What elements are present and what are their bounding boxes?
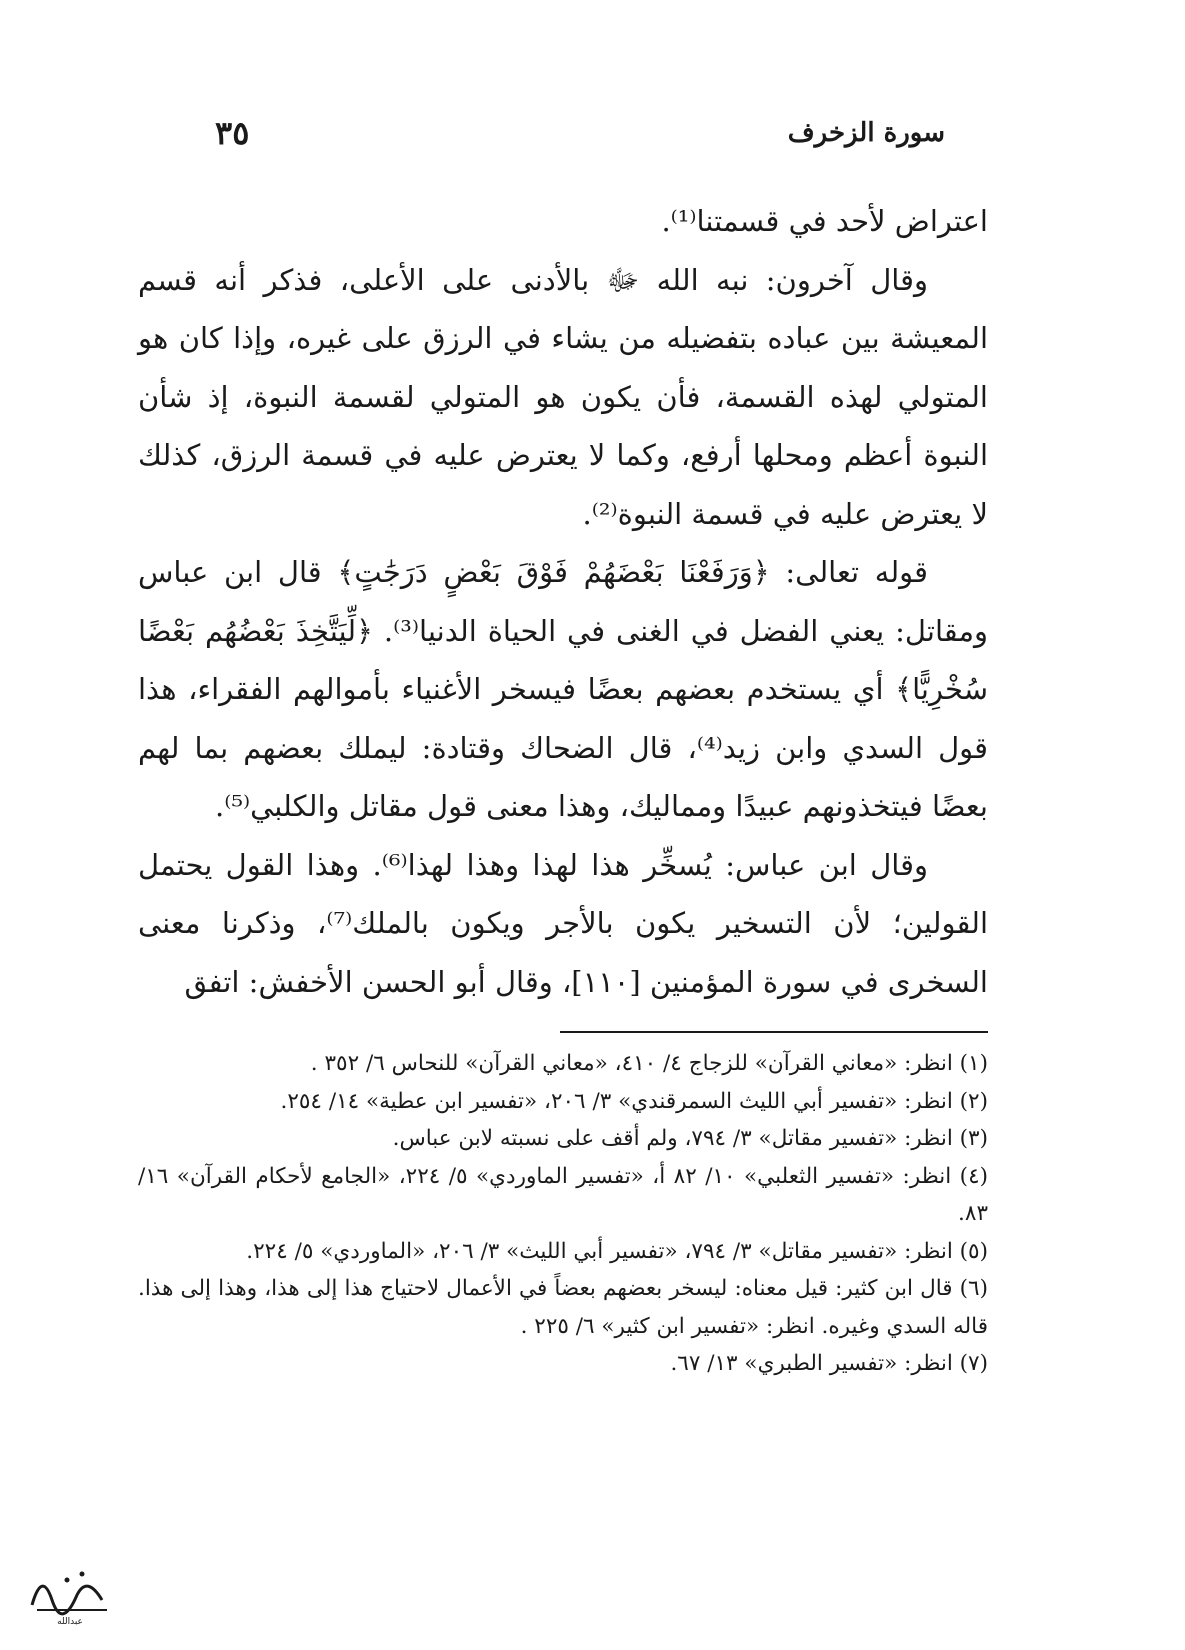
paragraph-3: قوله تعالى: ﴿وَرَفَعْنَا بَعْضَهُمْ فَوْقَ بَعْضٍ دَرَجَٰتٍ﴾ قال ابن عباس ومقاتل: يعني الفضل في الغنى في الحياة الدنيا⁽³⁾. ﴿لِّيَتَّخِذَ بَعْضُهُم بَعْضًا سُخْرِيًّا﴾ أي يستخدم بعضهم بعضًا فيسخر الأغنياء بأموالهم الفقراء، هذا قول السدي وابن زيد⁽⁴⁾، قال الضحاك وقتادة: ليملك بعضهم بما لهم بعضًا فيتخذونهم عبيدًا ومماليك، وهذا معنى قول مقاتل والكلبي⁽⁵⁾. — [138, 555, 988, 823]
footnote-1: (١) انظر: «معاني القرآن» للزجاج ٤/ ٤١٠، «معاني القرآن» للنحاس ٦/ ٣٥٢ . — [310, 1051, 988, 1076]
paragraph-4: وقال ابن عباس: يُسخِّر هذا لهذا وهذا لهذا⁽⁶⁾. وهذا القول يحتمل القولين؛ لأن التسخير يكون بالأجر ويكون بالملك⁽⁷⁾، وذكرنا معنى السخرى في سورة المؤمنين [١١٠]، وقال أبو الحسن الأخفش: اتفق — [138, 847, 989, 999]
footnote-6: (٦) قال ابن كثير: قيل معناه: ليسخر بعضهم بعضاً في الأعمال لاحتياج هذا إلى هذا، وهذا إلى هذا. قاله السدي وغيره. انظر: «تفسير ابن كثير» ٦/ ٢٢٥ . — [138, 1276, 988, 1339]
page-header — [215, 114, 945, 168]
footnote-3: (٣) انظر: «تفسير مقاتل» ٣/ ٧٩٤، ولم أقف على نسبته لابن عباس. — [392, 1126, 988, 1151]
footnote-7: (٧) انظر: «تفسير الطبري» ١٣/ ٦٧. — [670, 1351, 988, 1376]
paragraph-2: وقال آخرون: نبه الله ﷻ بالأدنى على الأعلى، فذكر أنه قسم المعيشة بين عباده بتفضيله من يشاء في الرزق على غيره، وإذا كان هو المتولي لهذه القسمة، فأن يكون هو المتولي لقسمة النبوة، إذ شأن النبوة أعظم ومحلها أرفع، وكما لا يعترض عليه في قسمة الرزق، كذلك لا يعترض عليه في قسمة النبوة⁽²⁾. — [138, 262, 988, 531]
surah-title: سورة الزخرف — [787, 118, 945, 148]
footnote-5: (٥) انظر: «تفسير مقاتل» ٣/ ٧٩٤، «تفسير أبي الليث» ٣/ ٢٠٦، «الماوردي» ٥/ ٢٢٤. — [246, 1238, 988, 1264]
footnote-separator — [560, 1031, 988, 1033]
footnote-4: (٤) انظر: «تفسير الثعلبي» ١٠/ ٨٢ أ، «تفسير الماوردي» ٥/ ٢٢٤، «الجامع لأحكام القرآن» ١٦/ ٨٣. — [138, 1163, 989, 1226]
footnote-2: (٢) انظر: «تفسير أبي الليث السمرقندي» ٣/ ٢٠٦، «تفسير ابن عطية» ١٤/ ٢٥٤. — [280, 1088, 988, 1114]
footnotes — [138, 1045, 988, 1383]
paragraph-1: اعتراض لأحد في قسمتنا⁽¹⁾. — [661, 204, 988, 238]
publisher-logo-icon — [22, 1560, 117, 1630]
logo-subtext: عبدالله — [57, 1617, 83, 1627]
page-number: ٣٥ — [215, 114, 250, 152]
main-text — [138, 192, 988, 1011]
